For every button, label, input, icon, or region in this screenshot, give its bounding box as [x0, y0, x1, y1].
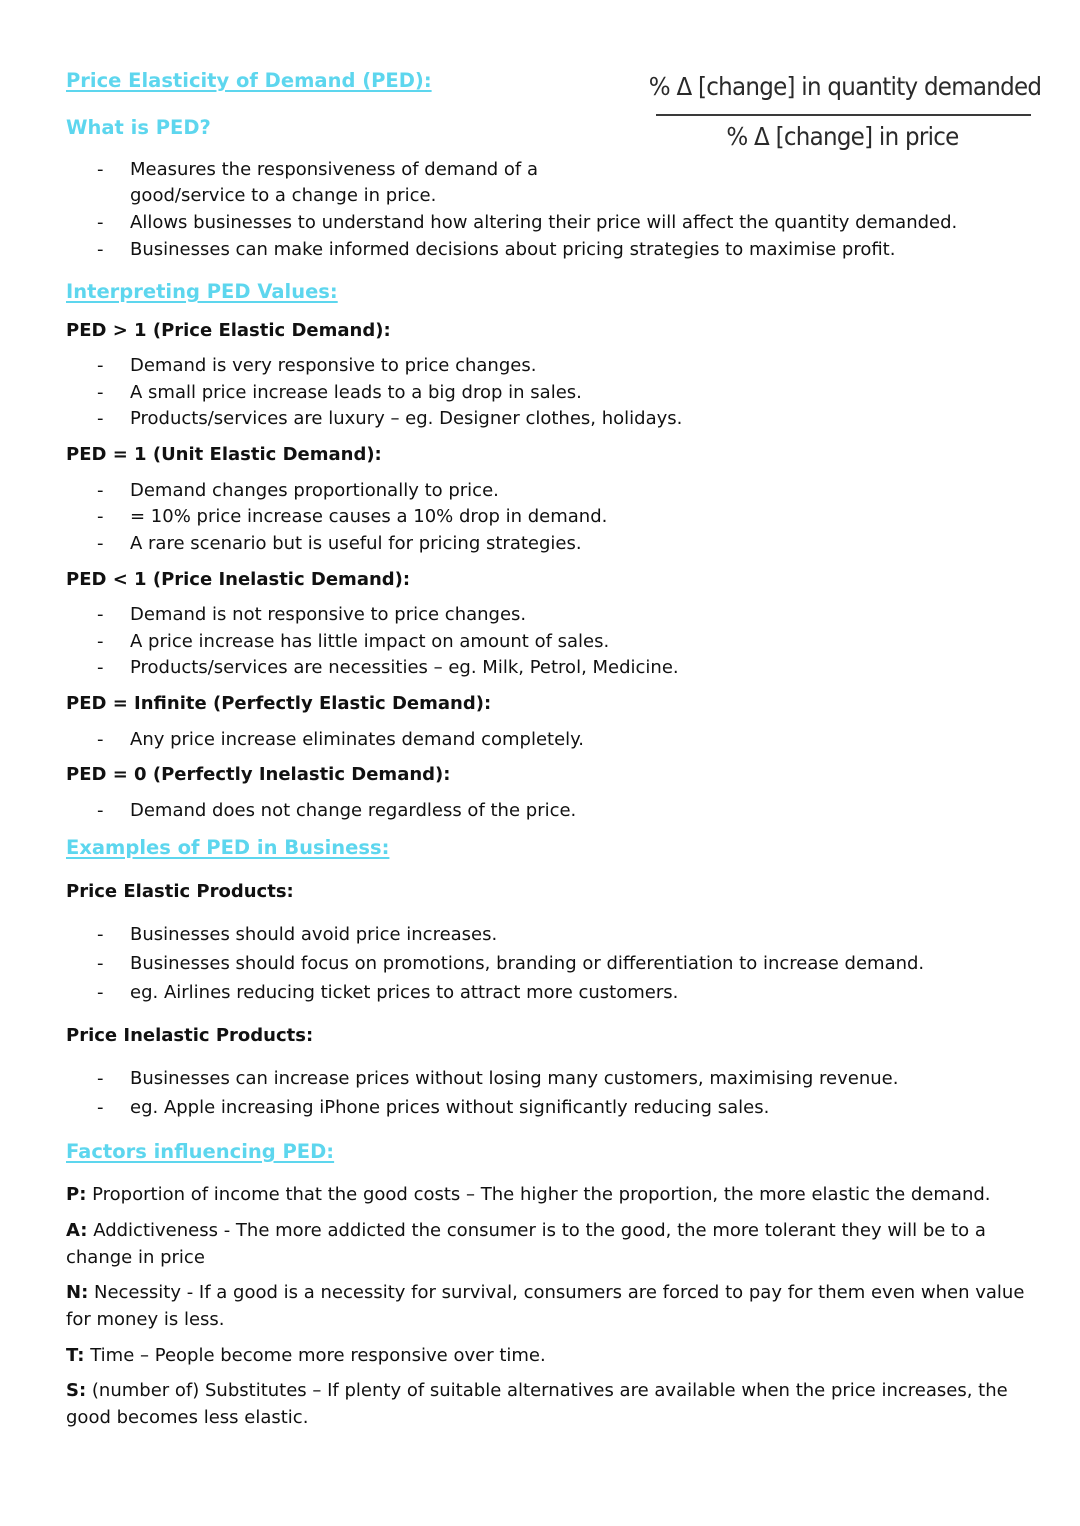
bullet-dash: -	[97, 729, 104, 750]
bullet-dash: -	[97, 604, 104, 625]
bullet-dash: -	[97, 1068, 104, 1089]
bullet-dash: -	[97, 800, 104, 821]
bullet-dash: -	[97, 408, 104, 429]
bullet-dash: -	[97, 1097, 104, 1118]
group-title-elastic-products: Price Elastic Products:	[66, 881, 294, 902]
factor-item	[66, 1181, 1026, 1208]
factor-text: (number of) Substitutes – If plenty of suitable alternatives are available when the price increases, the good becomes less elastic.	[66, 1380, 1008, 1428]
factor-item	[66, 1377, 1026, 1431]
group-title-elastic: PED > 1 (Price Elastic Demand):	[66, 320, 391, 341]
interpreting-bullet: Products/services are luxury – eg. Designer clothes, holidays.	[130, 408, 683, 429]
factor-text: Time – People become more responsive over time.	[90, 1345, 546, 1366]
bullet-dash: -	[97, 506, 104, 527]
formula-fraction-bar	[656, 114, 1031, 116]
examples-bullet: eg. Airlines reducing ticket prices to attract more customers.	[130, 982, 679, 1003]
bullet-dash: -	[97, 382, 104, 403]
examples-heading: Examples of PED in Business:	[66, 836, 390, 859]
examples-bullet: Businesses should avoid price increases.	[130, 924, 498, 945]
bullet-dash: -	[97, 631, 104, 652]
factors-heading: Factors influencing PED:	[66, 1140, 335, 1163]
factor-item	[66, 1217, 1026, 1271]
what-is-bullet: Allows businesses to understand how altering their price will affect the quantity demanded.	[130, 212, 958, 233]
bullet-dash: -	[97, 533, 104, 554]
interpreting-bullet: Demand is not responsive to price changes.	[130, 604, 527, 625]
interpreting-bullet: Demand changes proportionally to price.	[130, 480, 499, 501]
factor-letter: P:	[66, 1184, 87, 1205]
interpreting-bullet: Demand does not change regardless of the price.	[130, 800, 577, 821]
what-is-bullet: Measures the responsiveness of demand of a	[130, 159, 539, 180]
bullet-dash: -	[97, 212, 104, 233]
bullet-dash: -	[97, 924, 104, 945]
group-title-inelastic-products: Price Inelastic Products:	[66, 1025, 314, 1046]
bullet-dash: -	[97, 953, 104, 974]
interpreting-bullet: = 10% price increase causes a 10% drop in demand.	[130, 506, 608, 527]
interpreting-bullet: Demand is very responsive to price changes.	[130, 355, 537, 376]
group-title-perfectly-inelastic: PED = 0 (Perfectly Inelastic Demand):	[66, 764, 451, 785]
interpreting-bullet: A rare scenario but is useful for pricing strategies.	[130, 533, 582, 554]
interpreting-bullet: Products/services are necessities – eg. Milk, Petrol, Medicine.	[130, 657, 679, 678]
examples-bullet: Businesses should focus on promotions, branding or differentiation to increase demand.	[130, 953, 925, 974]
factor-letter: A:	[66, 1220, 88, 1241]
bullet-dash: -	[97, 480, 104, 501]
examples-bullet: eg. Apple increasing iPhone prices without significantly reducing sales.	[130, 1097, 770, 1118]
what-is-heading: What is PED?	[66, 116, 211, 139]
factor-letter: S:	[66, 1380, 87, 1401]
factor-text: Proportion of income that the good costs – The higher the proportion, the more elastic the demand.	[92, 1184, 991, 1205]
examples-bullet: Businesses can increase prices without losing many customers, maximising revenue.	[130, 1068, 899, 1089]
group-title-perfectly-elastic: PED = Infinite (Perfectly Elastic Demand):	[66, 693, 492, 714]
interpreting-bullet: A price increase has little impact on amount of sales.	[130, 631, 610, 652]
formula-denominator: % Δ [change] in price	[726, 122, 959, 151]
what-is-bullet-continuation: good/service to a change in price.	[130, 185, 437, 206]
factor-text: Addictiveness - The more addicted the consumer is to the good, the more tolerant they will be to a change in price	[66, 1220, 986, 1268]
factor-item	[66, 1342, 1026, 1369]
bullet-dash: -	[97, 657, 104, 678]
what-is-bullet: Businesses can make informed decisions about pricing strategies to maximise profit.	[130, 239, 896, 260]
bullet-dash: -	[97, 239, 104, 260]
factor-item	[66, 1279, 1026, 1333]
group-title-unit: PED = 1 (Unit Elastic Demand):	[66, 444, 382, 465]
page-title: Price Elasticity of Demand (PED):	[66, 69, 432, 92]
group-title-inelastic: PED < 1 (Price Inelastic Demand):	[66, 569, 411, 590]
interpreting-bullet: Any price increase eliminates demand completely.	[130, 729, 584, 750]
bullet-dash: -	[97, 159, 104, 180]
interpreting-heading: Interpreting PED Values:	[66, 280, 338, 303]
factor-letter: N:	[66, 1282, 89, 1303]
factor-text: Necessity - If a good is a necessity for survival, consumers are forced to pay for them even when value for money is less.	[66, 1282, 1025, 1330]
bullet-dash: -	[97, 355, 104, 376]
ped-formula	[630, 70, 1060, 165]
formula-numerator: % Δ [change] in quantity demanded	[648, 72, 1042, 101]
factor-letter: T:	[66, 1345, 85, 1366]
interpreting-bullet: A small price increase leads to a big drop in sales.	[130, 382, 582, 403]
bullet-dash: -	[97, 982, 104, 1003]
